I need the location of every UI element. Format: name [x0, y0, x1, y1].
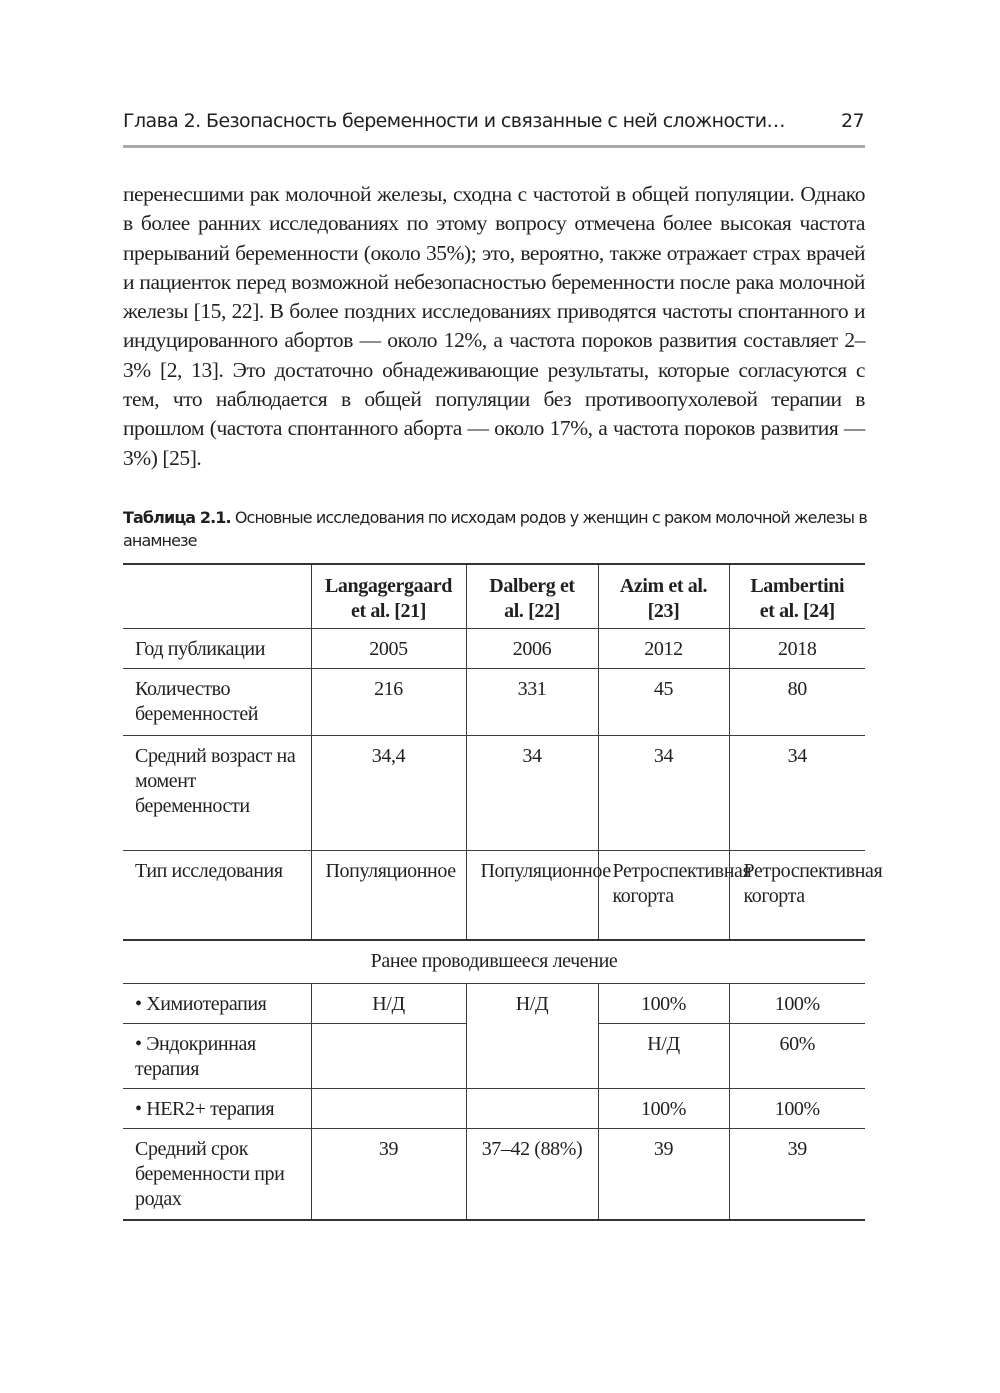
table-cell: 80 — [729, 669, 865, 736]
table-cell: 34 — [466, 736, 598, 851]
table-row — [123, 984, 865, 1024]
table-caption-label: Таблица 2.1. — [123, 508, 231, 527]
chapter-title: Глава 2. Безопасность беременности и связанные с ней сложности… — [123, 110, 785, 132]
header-cell-dalberg: Dalberg et al. [22] — [466, 564, 598, 629]
table-row — [123, 629, 865, 669]
table-cell: 100% — [729, 1089, 865, 1129]
row-label: • Эндокринная терапия — [123, 1024, 311, 1089]
table-cell: Ретроспективная когорта — [729, 851, 865, 941]
table-cell: 2006 — [466, 629, 598, 669]
table-cell: 34 — [598, 736, 729, 851]
table-row — [123, 1089, 865, 1129]
row-label: • HER2+ терапия — [123, 1089, 311, 1129]
row-label: • Химиотерапия — [123, 984, 311, 1024]
table-caption — [123, 506, 868, 552]
table-cell: 39 — [311, 1129, 466, 1221]
table-cell: 60% — [729, 1024, 865, 1089]
table-cell: 100% — [598, 984, 729, 1024]
running-head — [123, 110, 864, 132]
table-header-row — [123, 564, 865, 629]
table-row — [123, 669, 865, 736]
table-cell: 216 — [311, 669, 466, 736]
table-cell: 331 — [466, 669, 598, 736]
page-number: 27 — [841, 110, 864, 132]
table-cell: Популяционное — [311, 851, 466, 941]
table-cell: 39 — [729, 1129, 865, 1221]
header-cell-empty — [123, 564, 311, 629]
table-cell: Ретроспективная когорта — [598, 851, 729, 941]
body-paragraph: перенесшими рак молочной железы, сходна с частотой в общей популяции. Однако в более ранних исследованиях по этому вопросу отмечена более высокая частота прерываний беременности (около 35%); это, вероятно, также отражает страх врачей и пациенток перед возможной небезопасностью беременности после рака молочной железы [15, 22]. В более поздних исследованиях приводятся частоты спонтанного и индуцированного абортов — около 12%, а частота пороков развития составляет 2–3% [2, 13]. Это достаточно обнадеживающие результаты, которые согласуются с тем, что наблюдается в общей популяции без противоопухолевой терапии в прошлом (частота спонтанного аборта — около 17%, а частота пороков развития — 3%) [25]. — [123, 182, 865, 470]
section-row — [123, 940, 865, 984]
table-cell — [466, 1089, 598, 1129]
header-rule — [123, 145, 865, 148]
table-cell: 100% — [598, 1089, 729, 1129]
table-cell: Н/Д — [311, 984, 466, 1024]
table-caption-text: Основные исследования по исходам родов у женщин с раком молочной железы в анамнезе — [123, 508, 867, 550]
table-cell: 45 — [598, 669, 729, 736]
table-row — [123, 1129, 865, 1221]
table-cell: 2005 — [311, 629, 466, 669]
row-label: Средний срок беременности при родах — [123, 1129, 311, 1221]
table-cell: 2012 — [598, 629, 729, 669]
table-cell: 37–42 (88%) — [466, 1129, 598, 1221]
header-cell-azim: Azim et al. [23] — [598, 564, 729, 629]
row-label: Год публикации — [123, 629, 311, 669]
studies-table — [123, 563, 883, 1221]
table-cell: Н/Д — [598, 1024, 729, 1089]
table-cell — [311, 1024, 466, 1089]
row-label: Количество беременностей — [123, 669, 311, 736]
header-cell-lambertini: Lambertini et al. [24] — [729, 564, 865, 629]
header-cell-langagergaard: Langagergaard et al. [21] — [311, 564, 466, 629]
table-cell: 34 — [729, 736, 865, 851]
row-label: Средний возраст на момент беременности — [123, 736, 311, 851]
table-cell: 34,4 — [311, 736, 466, 851]
row-label: Тип исследования — [123, 851, 311, 941]
table-cell: 39 — [598, 1129, 729, 1221]
table-cell: 100% — [729, 984, 865, 1024]
section-heading: Ранее проводившееся лечение — [123, 940, 865, 984]
table-row — [123, 851, 865, 941]
table-cell: 2018 — [729, 629, 865, 669]
table-cell-merged: Н/Д — [466, 984, 598, 1089]
table-row — [123, 736, 865, 851]
table-cell: Популяционное — [466, 851, 598, 941]
table-cell — [311, 1089, 466, 1129]
